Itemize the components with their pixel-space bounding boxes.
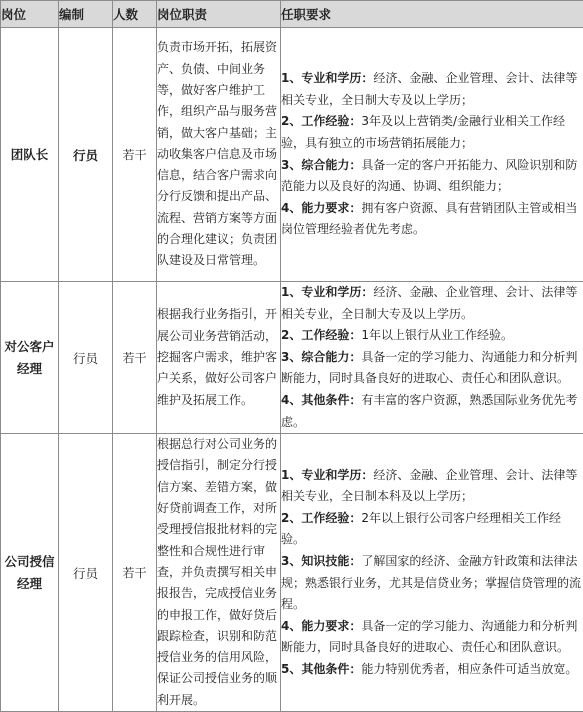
requirements-cell	[281, 28, 583, 282]
header-requirements: 任职要求	[281, 1, 583, 28]
position-cell: 团队长	[1, 28, 59, 282]
requirements-cell	[281, 434, 583, 712]
requirement-item: 3、知识技能：了解国家的经济、金融方针政策和法律法规；熟悉银行业务，尤其是信贷业务；掌握信贷管理的流程。	[281, 551, 583, 616]
requirement-item: 5、其他条件：能力特别优秀者，相应条件可适当放宽。	[281, 659, 583, 681]
header-count: 人数	[113, 1, 157, 28]
org-cell: 行员	[59, 28, 113, 282]
responsibilities-cell: 根据总行对公司业务的授信指引，制定分行授信方案、差错方案，做好贷前调查工作，对所受理授信报批材料的完整性和合规性进行审查，并负责撰写相关申报报告，完成授信业务的申报工作，做好贷后跟踪检查，识别和防范授信业务的信用风险，保证公司授信业务的顺利开展。	[157, 434, 281, 712]
responsibilities-cell: 负责市场开拓，拓展资产、负债、中间业务等，做好客户维护工作，组织产品与服务营销，做大客户基础；主动收集客户信息及市场信息，结合客户需求向分行反馈和提出产品、流程、营销方案等方面的合理化建议；负责团队建设及日常管理。	[157, 28, 281, 282]
org-cell: 行员	[59, 282, 113, 434]
position-cell: 对公客户经理	[1, 282, 59, 434]
header-org: 编制	[59, 1, 113, 28]
table-row	[1, 282, 583, 434]
org-cell: 行员	[59, 434, 113, 712]
responsibilities-cell: 根据我行业务指引，开展公司业务营销活动，挖掘客户需求，维护客户关系，做好公司客户维护及拓展工作。	[157, 282, 281, 434]
header-position: 岗位	[1, 1, 59, 28]
requirement-item: 3、综合能力：具备一定的学习能力、沟通能力和分析判断能力，同时具备良好的进取心、责任心和团队意识。	[281, 347, 583, 390]
requirement-item: 4、能力要求：拥有客户资源、具有营销团队主管或相当岗位管理经验者优先考虑。	[281, 198, 583, 241]
requirement-item: 1、专业和学历：经济、金融、企业管理、会计、法律等相关专业，全日制大专及以上学历；	[281, 68, 583, 111]
requirement-item: 4、其他条件：有丰富的客户资源，熟悉国际业务优先考虑。	[281, 390, 583, 433]
header-responsibilities: 岗位职责	[157, 1, 281, 28]
header-row	[1, 1, 583, 28]
count-cell: 若干	[113, 282, 157, 434]
requirement-item: 2、工作经验：3年及以上营销类/金融行业相关工作经验，具有独立的市场营销拓展能力；	[281, 111, 583, 154]
requirement-item: 4、能力要求：具备一定的学习能力、沟通能力和分析判断能力，同时具备良好的进取心、责任心和团队意识。	[281, 616, 583, 659]
count-cell: 若干	[113, 434, 157, 712]
position-cell: 公司授信经理	[1, 434, 59, 712]
count-cell: 若干	[113, 28, 157, 282]
requirements-cell	[281, 282, 583, 434]
requirement-item: 2、工作经验：2年以上银行公司客户经理相关工作经验。	[281, 508, 583, 551]
requirement-item: 1、专业和学历：经济、金融、企业管理、会计、法律等相关专业，全日制大专及以上学历。	[281, 282, 583, 325]
requirement-item: 3、综合能力：具备一定的客户开拓能力、风险识别和防范能力以及良好的沟通、协调、组织能力；	[281, 155, 583, 198]
requirement-item: 2、工作经验：1年以上银行从业工作经验。	[281, 325, 583, 347]
table-row	[1, 434, 583, 712]
table-row	[1, 28, 583, 282]
requirement-item: 1、专业和学历：经济、金融、企业管理、会计、法律等相关专业，全日制本科及以上学历；	[281, 465, 583, 508]
